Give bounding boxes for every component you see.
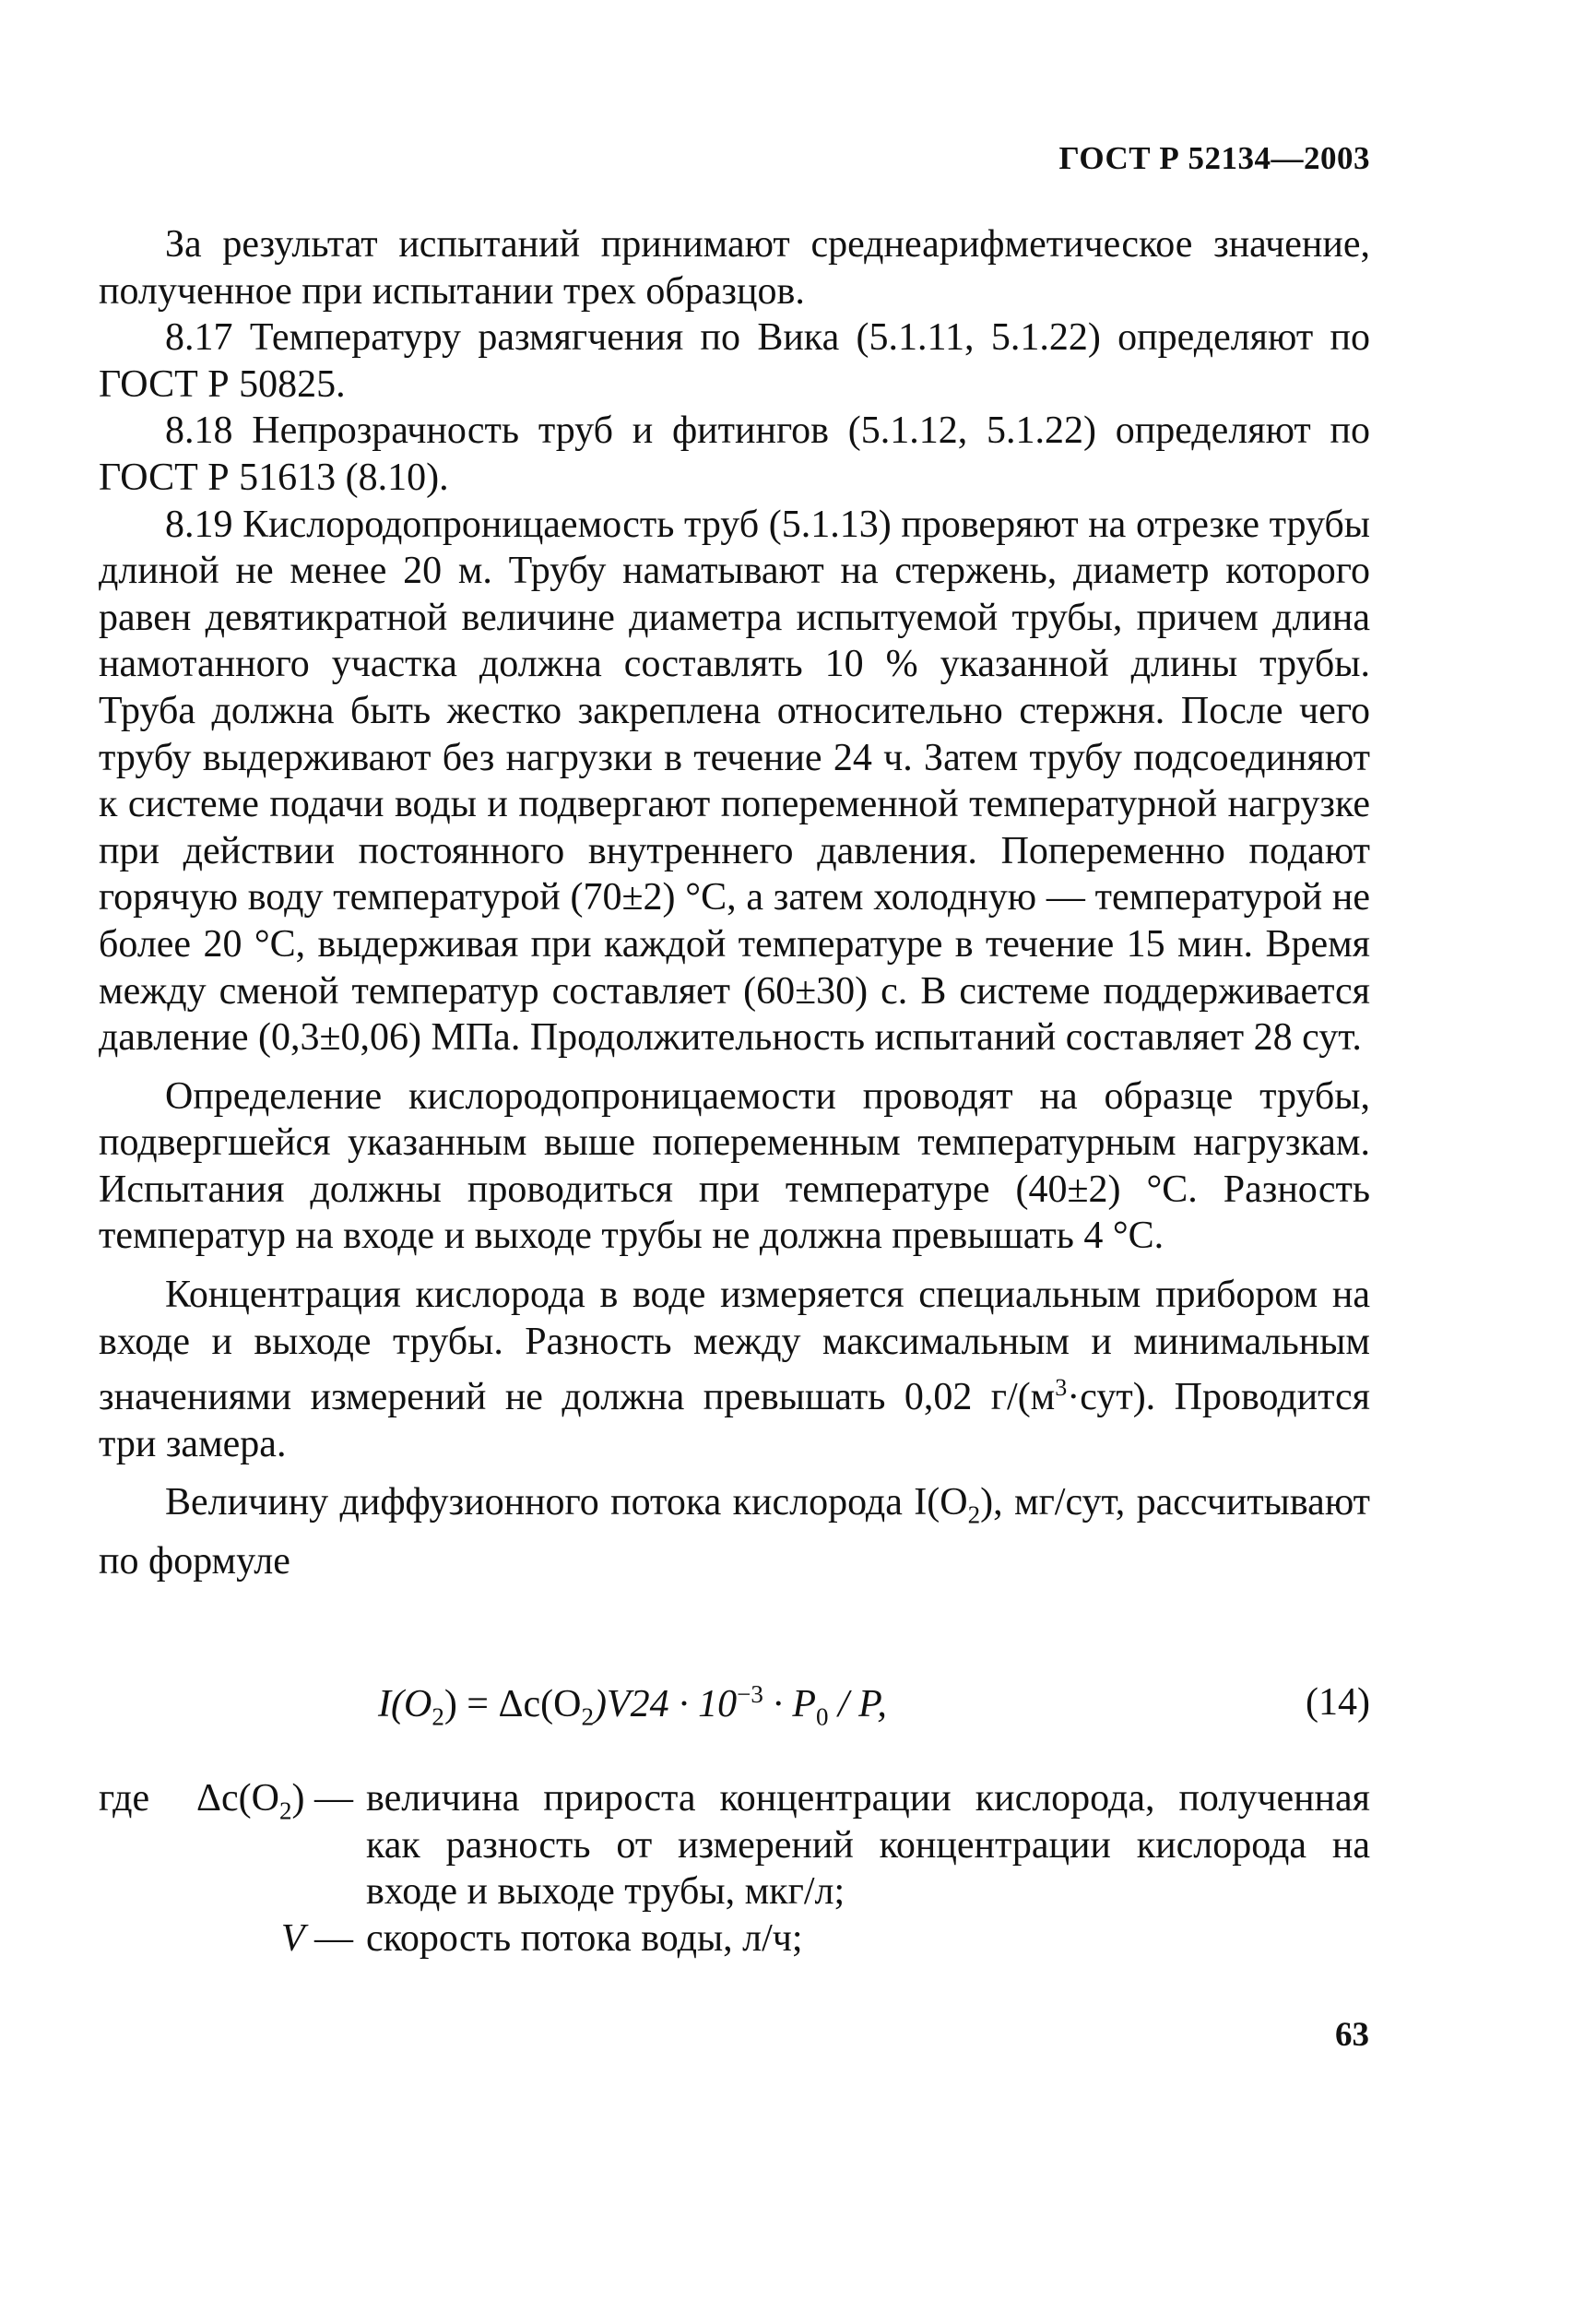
definitions-list [99,1775,1370,1962]
definition-delta-c: где $\Delta c(O_2)$ — величина прироста концентрации кислорода, полученная как разность от измерений концентрации кислорода на входе и выходе трубы, мкг/л; [99,1775,1370,1915]
paragraph-oxygen-concentration: Концентрация кислорода в воде измеряется специальным прибором на входе и выходе трубы. Разность между максимальным и минимальным значениями измерений не должна превышать 0,02 $г/(м^3\cdot сут)$. Проводится три замера. [99,1274,1370,1465]
page-number: 63 [1335,2016,1369,2054]
formula-number: (14) [1306,1681,1370,1724]
body-text [99,221,1370,1585]
paragraph-oxygen-permeability: Определение кислородопроницаемости проводят на образце трубы, подвергшейся указанным выше попеременным температурным нагрузкам. Испытания должны проводиться при температуре (40±2) °С. Разность температур на входе и выходе трубы не должна превышать 4 °С. [99,1074,1370,1258]
definition-text: скорость потока воды, л/ч; [366,1916,803,1960]
formula-14: $I(O_2) = \Delta c(O_2)V24 \cdot 10^{-3} \cdot P_0 / P$, [378,1680,887,1731]
where-label: где [99,1777,150,1820]
paragraph-8-17: 8.17 Температуру размягчения по Вика (5.1.11, 5.1.22) определяют по ГОСТ Р 50825. [99,316,1370,406]
paragraph-8-18: 8.18 Непрозрачность труб и фитингов (5.1.12, 5.1.22) определяют по ГОСТ Р 51613 (8.10). [99,409,1370,499]
definition-symbol: V [280,1916,305,1960]
definition-symbol: $\Delta c(O_2)$ [196,1777,305,1825]
definition-text: величина прироста концентрации кислорода, полученная как разность от измерений концентрации кислорода на входе и выходе трубы, мкг/л; [366,1777,1370,1914]
standard-header: ГОСТ Р 52134—2003 [1058,140,1370,176]
definition-v: V — скорость потока воды, л/ч; [99,1915,1370,1962]
paragraph-8-19: 8.19 Кислородопроницаемость труб (5.1.13) проверяют на отрезке трубы длиной не менее 20 м. Трубу наматывают на стержень, диаметр которого равен девятикратной величине диаметра испытуемой трубы, причем длина намотанного участка должна составлять 10 % указанной длины трубы. Труба должна быть жестко закреплена относительно стержня. После чего трубу выдерживают без нагрузки в течение 24 ч. Затем трубу подсоединяют к системе подачи воды и подвергают попеременной температурной нагрузке при действии постоянного внутреннего давления. Попеременно подают горячую воду температурой (70±2) °С, а затем холодную — температурой не более 20 °С, выдерживая при каждой температуре в течение 15 мин. Время между сменой температур составляет (60±30) с. В системе поддерживается давление (0,3±0,06) МПа. Продолжительность испытаний составляет 28 сут. [99,503,1370,1060]
paragraph-diffusion-flow: Величину диффузионного потока кислорода $I(O_2)$, мг/сут, рассчитывают по формуле [99,1481,1370,1583]
paragraph-result: За результат испытаний принимают среднеарифметическое значение, полученное при испытании трех образцов. [99,223,1370,313]
